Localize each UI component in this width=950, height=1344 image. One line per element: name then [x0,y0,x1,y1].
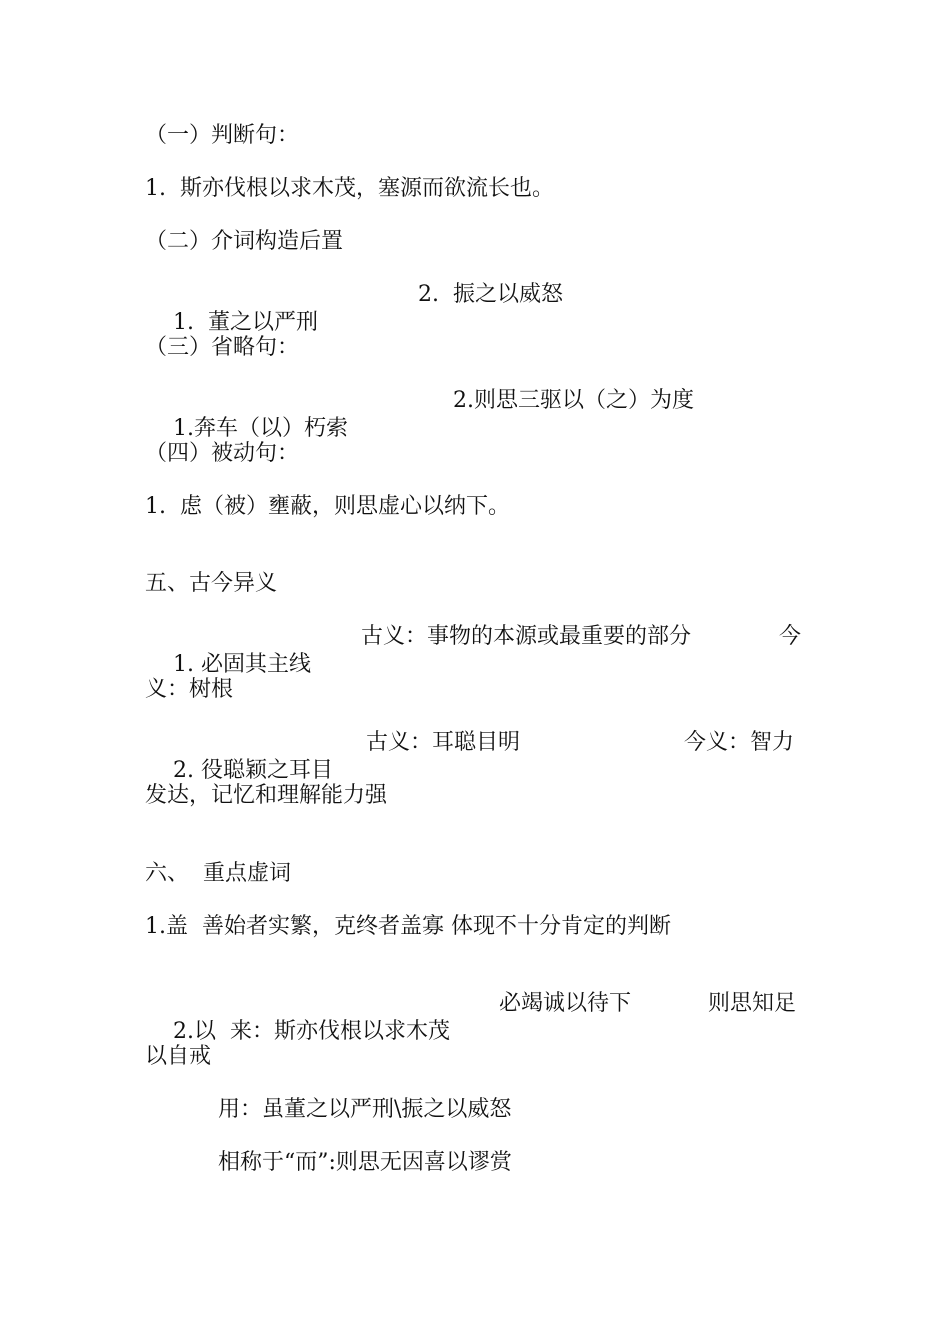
preposition-item-2: 2. 振之以威怒 [418,282,563,307]
ancient-modern-item-2-modern: 今义：智力 [684,730,795,755]
judgment-item-1: 1. 斯亦伐根以求木茂，塞源而欲流长也。 [145,176,554,201]
section-heading-ancient-modern: 五、古今异义 [145,571,278,596]
section-heading-preposition: （二）介词构造后置 [145,229,344,254]
ancient-modern-item-2-word: 2. 役聪颖之耳目 [172,758,333,783]
passive-item-1: 1. 虑（被）壅蔽，则思虚心以纳下。 [145,494,510,519]
ancient-modern-item-1-word: 1. 必固其主线 [172,652,311,677]
function-word-item-2-equiv: 相称于“而”:则思无因喜以谬赏 [218,1150,512,1175]
function-word-item-1: 1.盖 善始者实繁，克终者盖寡 体现不十分肯定的判断 [145,914,671,939]
function-word-item-2-cont: 以自戒 [145,1044,212,1069]
function-word-item-2-a: 2.以 来：斯亦伐根以求木茂 [172,1019,450,1044]
ancient-modern-item-1-modern: 今 [779,624,802,649]
ancient-modern-item-2-cont: 发达，记忆和理解能力强 [145,783,388,808]
section-heading-ellipsis: （三）省略句： [145,335,300,360]
function-word-item-2-use: 用：虽董之以严刑\振之以威怒 [218,1097,512,1122]
section-heading-function-words: 六、 重点虚词 [145,861,291,886]
ancient-modern-item-1-ancient: 古义：事物的本源或最重要的部分 [361,624,692,649]
ellipsis-item-2: 2.则思三驱以（之）为度 [453,388,694,413]
ellipsis-item-1: 1.奔车（以）朽索 [172,416,348,441]
section-heading-judgment: （一）判断句： [145,123,300,148]
function-word-item-2-b: 必竭诚以待下 [499,991,632,1016]
preposition-item-1: 1. 董之以严刑 [172,310,318,335]
ancient-modern-item-1-cont: 义：树根 [145,677,234,702]
section-heading-passive: （四）被动句： [145,441,300,466]
function-word-item-2-c: 则思知足 [708,991,797,1016]
ancient-modern-item-2-ancient: 古义：耳聪目明 [366,730,521,755]
